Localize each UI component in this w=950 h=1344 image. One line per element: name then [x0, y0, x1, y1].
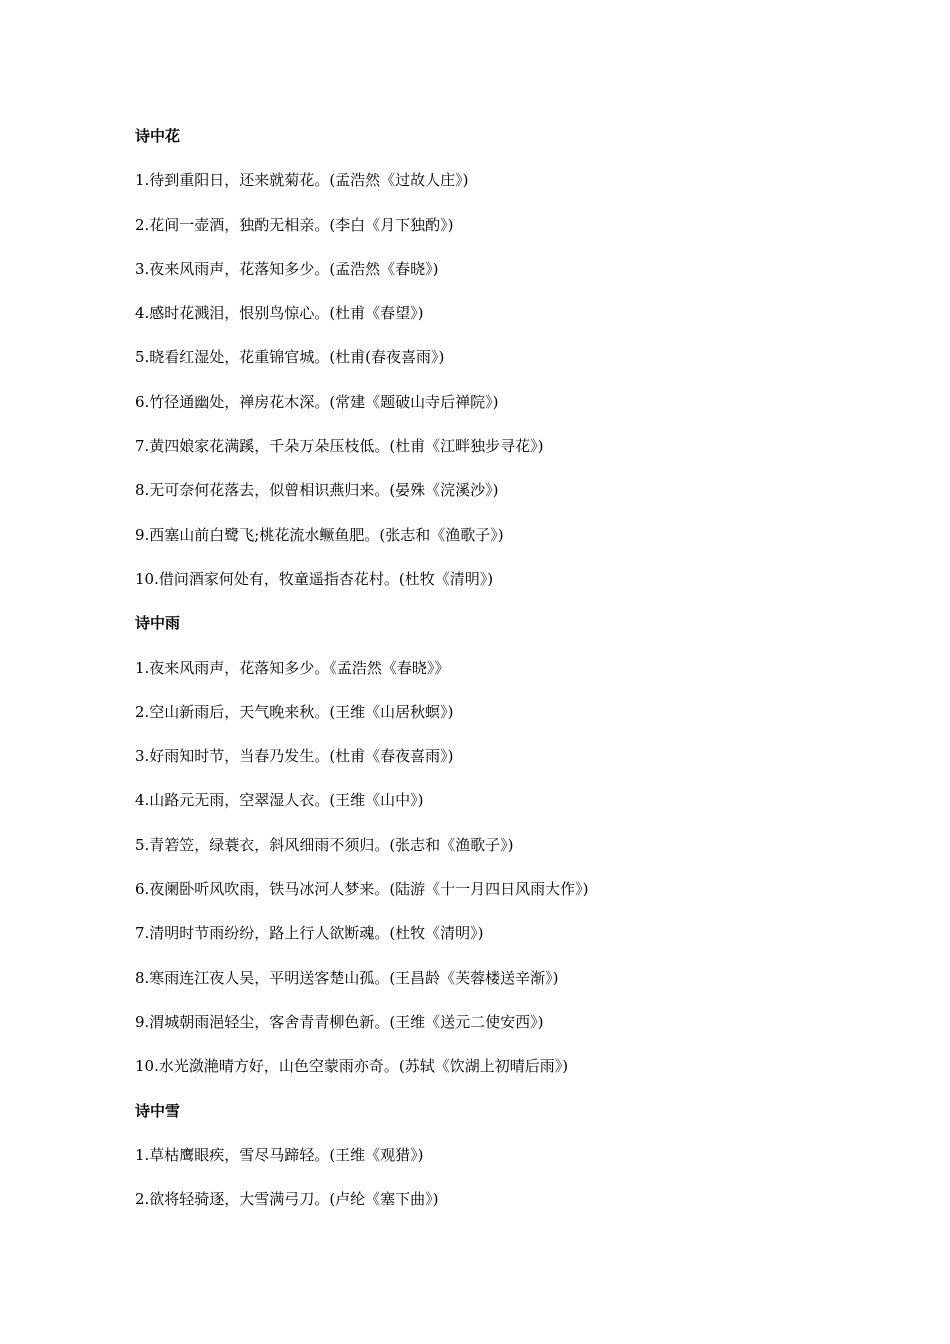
poem-line: 8.无可奈何花落去，似曾相识燕归来。(晏殊《浣溪沙》) — [135, 481, 499, 500]
poem-line: 5.青箬笠，绿蓑衣，斜风细雨不须归。(张志和《渔歌子》) — [135, 835, 514, 854]
poem-line: 1.待到重阳日，还来就菊花。(孟浩然《过故人庄》) — [135, 171, 469, 190]
poem-line: 2.欲将轻骑逐，大雪满弓刀。(卢纶《塞下曲》) — [135, 1190, 439, 1209]
poem-line: 4.感时花溅泪，恨别鸟惊心。(杜甫《春望》) — [135, 304, 424, 323]
section-rain — [135, 609, 915, 1096]
section-flowers — [135, 122, 915, 609]
poem-line: 6.竹径通幽处，禅房花木深。(常建《题破山寺后禅院》) — [135, 392, 499, 411]
poem-line: 7.清明时节雨纷纷，路上行人欲断魂。(杜牧《清明》) — [135, 924, 484, 943]
poem-line: 1.草枯鹰眼疾，雪尽马蹄轻。(王维《观猎》) — [135, 1145, 424, 1164]
document-body — [135, 122, 915, 1229]
poem-line: 7.黄四娘家花满蹊，千朵万朵压枝低。(杜甫《江畔独步寻花》) — [135, 437, 544, 456]
poem-line: 9.渭城朝雨浥轻尘，客舍青青柳色新。(王维《送元二使安西》) — [135, 1012, 544, 1031]
poem-line: 5.晓看红湿处，花重锦官城。(杜甫(春夜喜雨》) — [135, 348, 445, 367]
section-snow — [135, 1097, 915, 1230]
poem-line: 1.夜来风雨声，花落知多少。《孟浩然《春晓》》 — [135, 658, 450, 677]
section-title: 诗中花 — [135, 127, 181, 145]
poem-line: 10.水光潋滟晴方好，山色空蒙雨亦奇。(苏轼《饮湖上初晴后雨》) — [135, 1057, 569, 1076]
section-title: 诗中雨 — [135, 614, 181, 633]
poem-line: 6.夜阑卧听风吹雨，铁马冰河人梦来。(陆游《十一月四日风雨大作》) — [135, 880, 589, 899]
poem-line: 8.寒雨连江夜人吴，平明送客楚山孤。(王昌龄《芙蓉楼送辛渐》) — [135, 968, 559, 987]
poem-line: 4.山路元无雨，空翠湿人衣。(王维《山中》) — [135, 791, 424, 810]
poem-line: 9.西塞山前白鹭飞;桃花流水鳜鱼肥。(张志和《渔歌子》) — [135, 525, 504, 544]
poem-line: 3.夜来风雨声，花落知多少。(孟浩然《春晓》) — [135, 259, 439, 278]
section-title: 诗中雪 — [135, 1101, 181, 1120]
poem-line: 2.花间一壶酒，独酌无相亲。(李白《月下独酌》) — [135, 215, 454, 234]
poem-line: 10.借问酒家何处有，牧童遥指杏花村。(杜牧《清明》) — [135, 569, 494, 588]
poem-line: 2.空山新雨后，天气晚来秋。(王维《山居秋螟》) — [135, 702, 454, 721]
poem-line: 3.好雨知时节，当春乃发生。(杜甫《春夜喜雨》) — [135, 747, 454, 766]
